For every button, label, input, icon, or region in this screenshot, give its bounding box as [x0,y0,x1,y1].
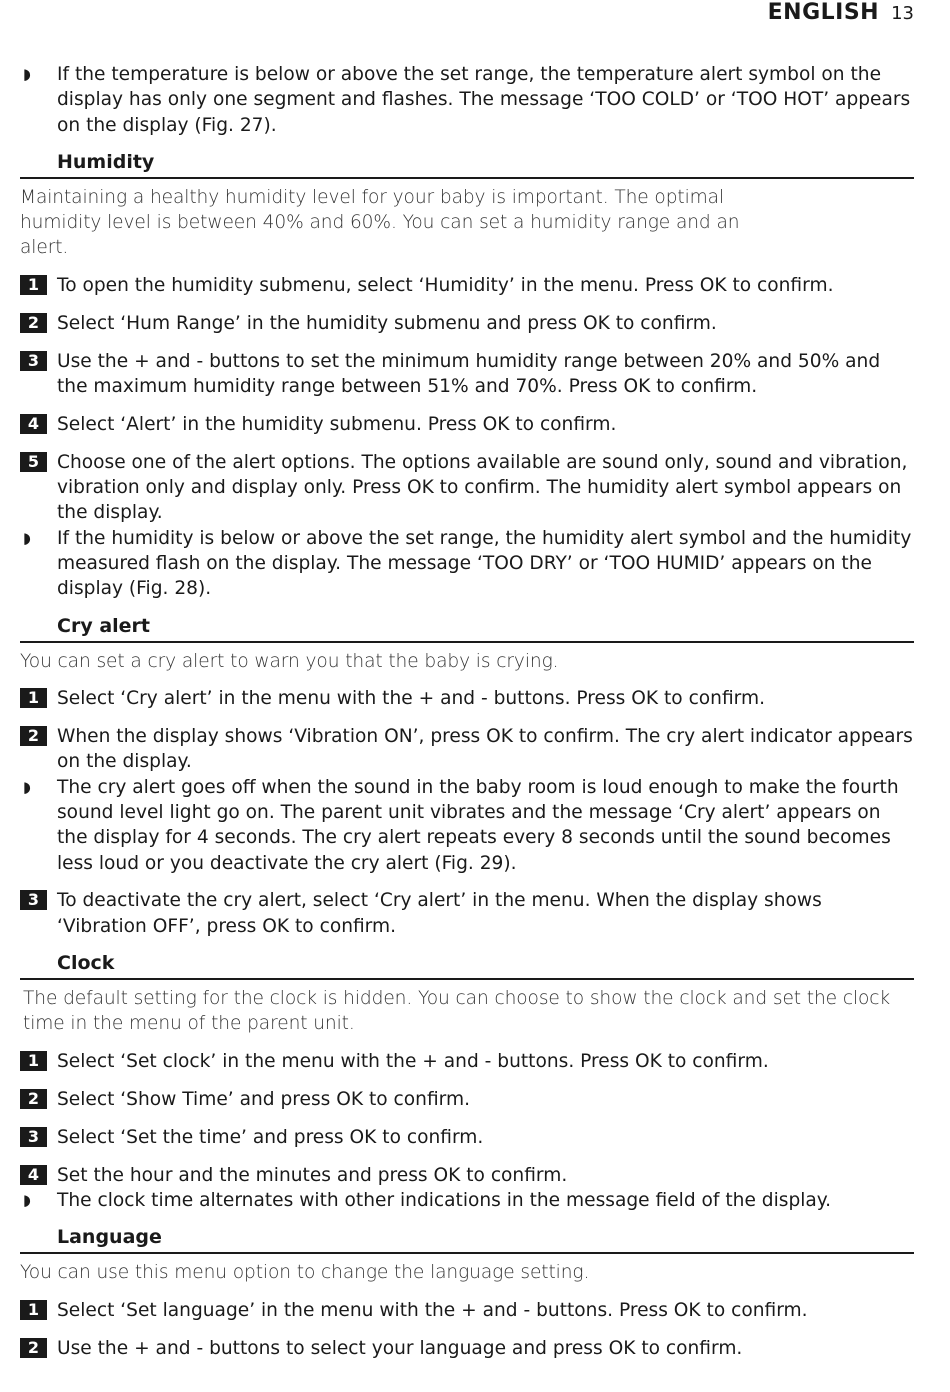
note-text: The cry alert goes off when the sound in the baby room is loud enough to make the fourth sound level light go on. The parent unit vibrates and the message ‘Cry alert’ appears on the display for 4 seconds. The cry alert repeats every 8 seconds until the sound becomes less loud or you deactivate the cry alert (Fig. 29). [57,776,899,874]
step-number: 2 [20,313,47,333]
step-number: 1 [20,688,47,708]
humidity-note [20,526,914,602]
step-text: To open the humidity submenu, select ‘Humidity’ in the menu. Press OK to confirm. [57,275,834,297]
step-text: Select ‘Cry alert’ in the menu with the + and - buttons. Press OK to confirm. [57,688,766,710]
step-text: Use the + and - buttons to set the minimum humidity range between 20% and 50% and the maximum humidity range between 51% and 70%. Press OK to confirm. [57,350,881,398]
step-number: 3 [20,890,47,910]
cry-alert-step-1 [20,686,914,711]
step-text: Use the + and - buttons to select your language and press OK to confirm. [57,1337,743,1359]
clock-intro [20,986,914,1037]
step-text: Select ‘Set language’ in the menu with the + and - buttons. Press OK to confirm. [57,1299,808,1321]
language-intro [20,1260,914,1285]
cry-alert-intro [20,649,914,674]
step-number: 1 [20,275,47,295]
cry-alert-step-2 [20,724,914,775]
language-label: ENGLISH [767,0,880,25]
step-text: Select ‘Show Time’ and press OK to confirm. [57,1088,470,1110]
clock-step-4 [20,1163,914,1188]
step-text: When the display shows ‘Vibration ON’, press OK to confirm. The cry alert indicator appears on the display. [57,726,913,773]
cry-alert-step-3 [20,888,914,939]
humidity-heading: Humidity [20,150,914,179]
step-number: 4 [20,1165,47,1185]
step-number: 2 [20,1338,47,1358]
humidity-step-1 [20,273,914,298]
clock-step-2 [20,1087,914,1112]
step-number: 4 [20,414,47,434]
step-number: 3 [20,351,47,371]
page-number: 13 [891,3,914,24]
humidity-step-3 [20,349,914,400]
language-step-1 [20,1298,914,1323]
intro-text: You can set a cry alert to warn you that the baby is crying. [20,650,559,672]
step-text: Select ‘Alert’ in the humidity submenu. Press OK to confirm. [57,413,617,435]
step-number: 3 [20,1127,47,1147]
clock-step-3 [20,1125,914,1150]
cry-alert-note [20,775,914,876]
note-text: The clock time alternates with other indications in the message field of the display. [57,1189,832,1211]
page-content [20,62,914,1361]
bullet-icon: ◗ [23,65,31,83]
bullet-icon: ◗ [23,528,31,547]
clock-heading: Clock [20,951,914,980]
step-text: Select ‘Set the time’ and press OK to confirm. [57,1126,484,1148]
language-step-2 [20,1336,914,1361]
note-text: If the temperature is below or above the set range, the temperature alert symbol on the display has only one segment and flashes. The message ‘TOO COLD’ or ‘TOO HOT’ appears on the display (Fig. 27). [57,64,911,136]
cry-alert-heading: Cry alert [20,614,914,643]
page-header [768,0,914,30]
step-number: 1 [20,1300,47,1320]
humidity-step-5 [20,450,914,526]
temperature-note [20,62,914,138]
bullet-icon: ◗ [23,1190,31,1209]
humidity-step-4 [20,412,914,437]
bullet-icon: ◗ [23,777,31,796]
step-number: 1 [20,1051,47,1071]
step-text: To deactivate the cry alert, select ‘Cry alert’ in the menu. When the display shows ‘Vibration OFF’, press OK to confirm. [57,890,822,937]
step-text: Set the hour and the minutes and press OK to confirm. [57,1164,568,1186]
step-text: Choose one of the alert options. The options available are sound only, sound and vibration, vibration only and display only. Press OK to confirm. The humidity alert symbol appears on the display. [57,451,908,524]
language-heading: Language [20,1225,914,1254]
step-text: Select ‘Set clock’ in the menu with the + and - buttons. Press OK to confirm. [57,1051,769,1073]
humidity-intro [20,185,780,261]
intro-text: You can use this menu option to change the language setting. [20,1262,590,1284]
note-text: If the humidity is below or above the set range, the humidity alert symbol and the humidity measured flash on the display. The message ‘TOO DRY’ or ‘TOO HUMID’ appears on the display (Fig. 28). [57,527,912,600]
step-text: Select ‘Hum Range’ in the humidity submenu and press OK to confirm. [57,313,717,335]
intro-text: The default setting for the clock is hidden. You can choose to show the clock and set the clock time in the menu of the parent unit. [23,988,891,1035]
clock-step-1 [20,1049,914,1074]
step-number: 2 [20,1089,47,1109]
humidity-step-2 [20,311,914,336]
step-number: 5 [20,452,47,472]
clock-note [20,1188,914,1213]
intro-text: Maintaining a healthy humidity level for your baby is important. The optimal humidity level is between 40% and 60%. You can set a humidity range and an alert. [20,186,740,259]
step-number: 2 [20,726,47,746]
